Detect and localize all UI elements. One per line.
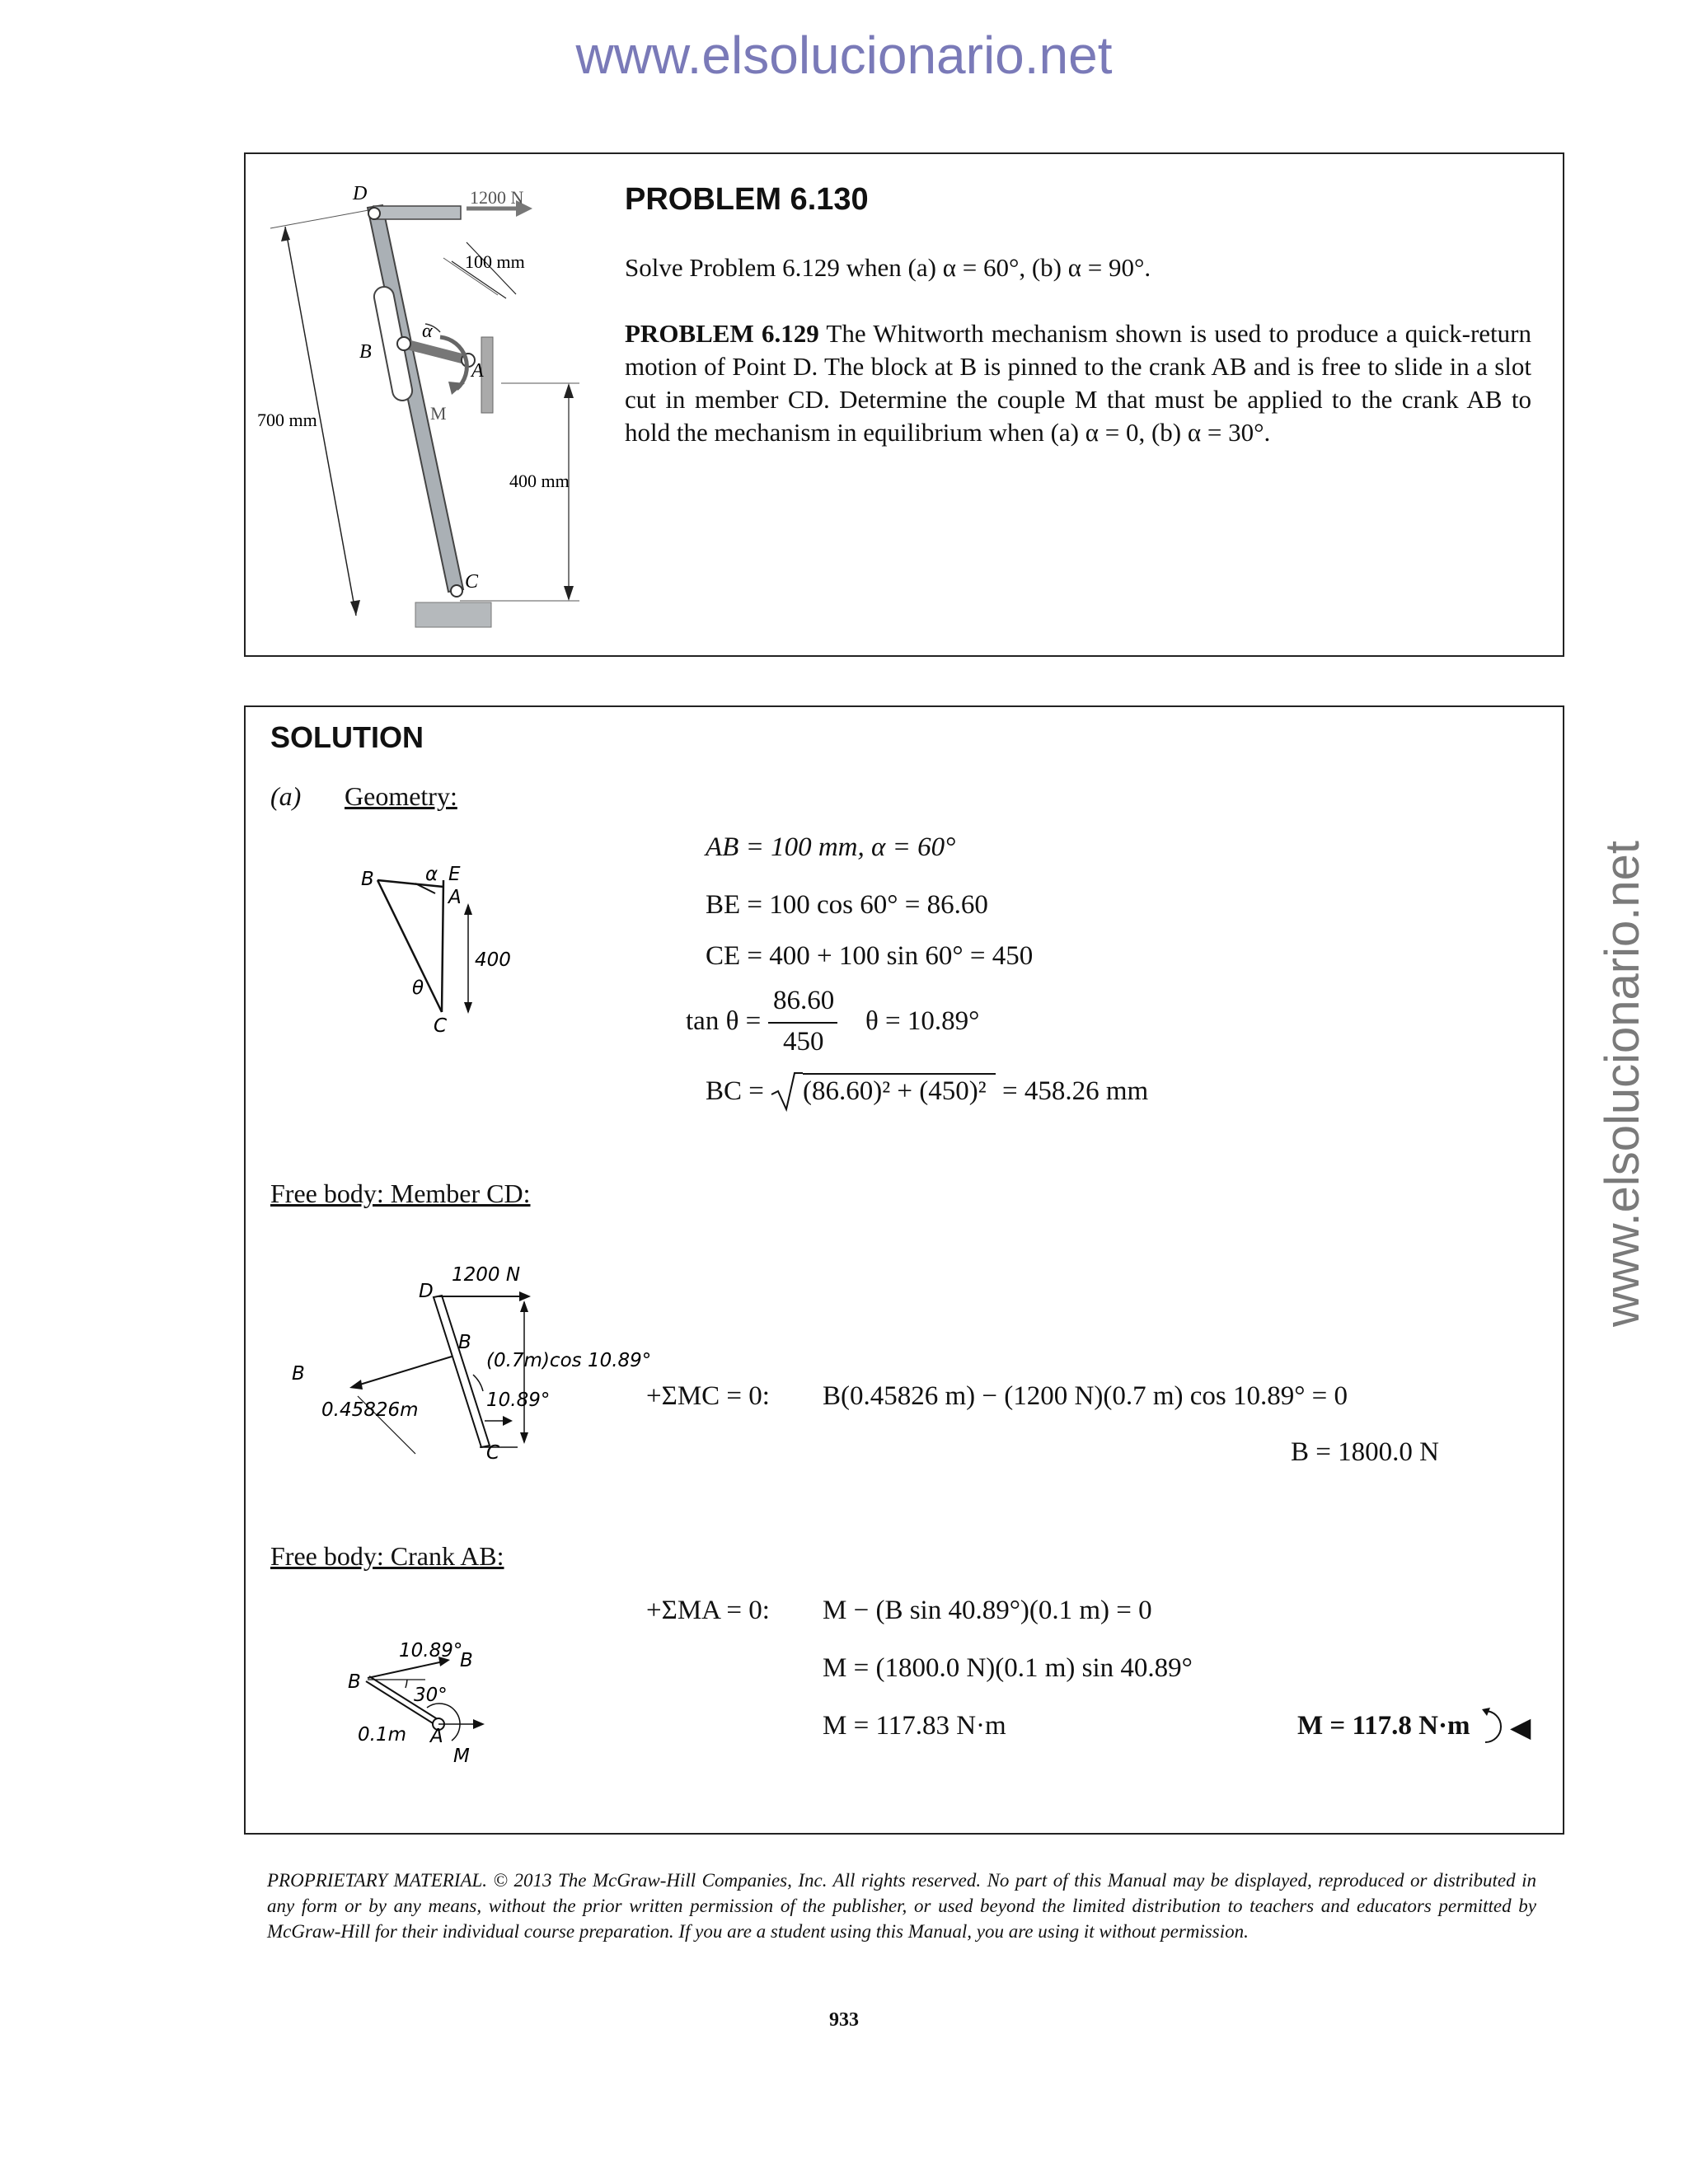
geometry-eq-3: CE = 400 + 100 sin 60° = 450: [706, 941, 1034, 971]
watermark-top: www.elsolucionario.net: [575, 26, 1113, 85]
moment-c-equation: B(0.45826 m) − (1200 N)(0.7 m) cos 10.89° = 0: [823, 1381, 1348, 1411]
bc-rhs: = 458.26 mm: [1002, 1076, 1149, 1106]
sqrt-sign: [770, 1070, 803, 1113]
geo-label-B: B: [361, 869, 374, 890]
sqrt-overline: [803, 1073, 996, 1075]
geometry-eq-2: BE = 100 cos 60° = 86.60: [706, 890, 988, 920]
fig-label-M: M: [430, 403, 447, 424]
fig-dim-100: 100 mm: [465, 251, 525, 272]
crank-angle-30: 30°: [414, 1685, 448, 1706]
fig-label-A: A: [471, 360, 484, 382]
cd-angle: 10.89°: [486, 1390, 551, 1411]
cd-label-B-left: B: [292, 1363, 305, 1385]
moment-a-equation: M − (B sin 40.89°)(0.1 m) = 0: [823, 1596, 1152, 1625]
fig-label-B: B: [359, 341, 372, 363]
m-equation-1: M = (1800.0 N)(0.1 m) sin 40.89°: [823, 1653, 1193, 1683]
geometry-label: Geometry:: [345, 781, 457, 811]
fig-dim-400: 400 mm: [509, 471, 570, 491]
solution-box: [244, 705, 1564, 1835]
cd-force-label: 1200 N: [452, 1264, 521, 1286]
solution-heading: SOLUTION: [270, 720, 424, 754]
ccw-moment-icon: [1479, 1706, 1505, 1747]
geo-label-theta: θ: [412, 977, 424, 999]
tan-fraction-bar: [768, 1022, 837, 1024]
moment-c-lhs: +ΣMC = 0:: [646, 1381, 770, 1411]
mechanism-figure: [254, 162, 633, 649]
problem-box: [244, 152, 1564, 657]
geo-label-A: A: [448, 887, 462, 908]
bc-radicand: (86.60)² + (450)²: [803, 1076, 987, 1106]
part-a-label: (a): [270, 781, 302, 811]
cd-dim-left: 0.45826m: [321, 1399, 419, 1421]
fb-member-label: Free body: Member CD:: [270, 1179, 531, 1208]
crank-label-M: M: [453, 1746, 470, 1767]
tan-result: θ = 10.89°: [865, 1006, 980, 1036]
tan-lhs: tan θ =: [686, 1006, 762, 1036]
problem-reference: [625, 317, 1531, 449]
watermark-side-text: www.elsolucionario.net: [1596, 841, 1649, 1327]
geo-label-400: 400: [475, 949, 511, 971]
fig-dim-700: 700 mm: [257, 410, 317, 430]
crank-force-B: B: [460, 1650, 473, 1671]
moment-a-lhs: +ΣMA = 0:: [646, 1596, 770, 1625]
cd-label-C: C: [486, 1442, 500, 1464]
tan-denominator: 450: [783, 1027, 824, 1057]
fig-label-C: C: [465, 571, 479, 593]
fb-crank-label: Free body: Crank AB:: [270, 1541, 504, 1571]
b-result: B = 1800.0 N: [1291, 1437, 1439, 1467]
crank-length: 0.1m: [358, 1724, 406, 1746]
cd-label-D: D: [419, 1281, 434, 1302]
fig-label-D: D: [353, 183, 368, 204]
cd-label-B-top: B: [458, 1332, 471, 1353]
problem-title: PROBLEM 6.130: [625, 182, 869, 217]
crank-ab-sketch: [328, 1638, 542, 1770]
geo-label-alpha: α: [425, 864, 438, 885]
member-cd-sketch: [279, 1251, 652, 1465]
fig-label-alpha: α: [422, 321, 433, 342]
geo-label-E: E: [448, 864, 461, 885]
m-equation-2: M = 117.83 N·m: [823, 1711, 1006, 1741]
page-number: 933: [829, 2009, 859, 2031]
geo-label-C: C: [434, 1015, 448, 1037]
crank-angle-top: 10.89°: [399, 1640, 463, 1661]
geometry-eq-1: AB = 100 mm, α = 60°: [706, 832, 956, 862]
crank-label-A: A: [430, 1726, 443, 1747]
problem-reference-title: PROBLEM 6.129: [625, 319, 819, 348]
crank-label-B: B: [348, 1671, 361, 1693]
bc-lhs: BC =: [706, 1076, 764, 1106]
tan-numerator: 86.60: [773, 986, 835, 1015]
cd-dim-right: (0.7m)cos 10.89°: [486, 1350, 652, 1371]
geometry-sketch: [345, 855, 534, 1037]
problem-reference-text: The Whitworth mechanism shown is used to produce a quick-return motion of Point D. The block at B is pinned to the crank AB and is free to slide in a slot cut in member CD. Determine the couple M that must be applied to the crank AB to hold the mechanism in equilibrium when (a) α = 0, (b) α = 30°.: [625, 319, 1531, 447]
problem-statement: Solve Problem 6.129 when (a) α = 60°, (b) α = 90°.: [625, 253, 1151, 282]
m-final-answer: M = 117.8 N·m: [1297, 1711, 1470, 1741]
answer-marker-icon: ◀: [1510, 1713, 1531, 1743]
footer-copyright: PROPRIETARY MATERIAL. © 2013 The McGraw-Hill Companies, Inc. All rights reserved. No part of this Manual may be displayed, reproduced or distributed in any form or by any means, without the prior written permission of the publisher, or used beyond the limited distribution to teachers and educators permitted by McGraw-Hill for their individual course preparation. If you are a student using this Manual, you are using it without permission.: [267, 1870, 1536, 1942]
fig-force-label: 1200 N: [470, 187, 524, 208]
